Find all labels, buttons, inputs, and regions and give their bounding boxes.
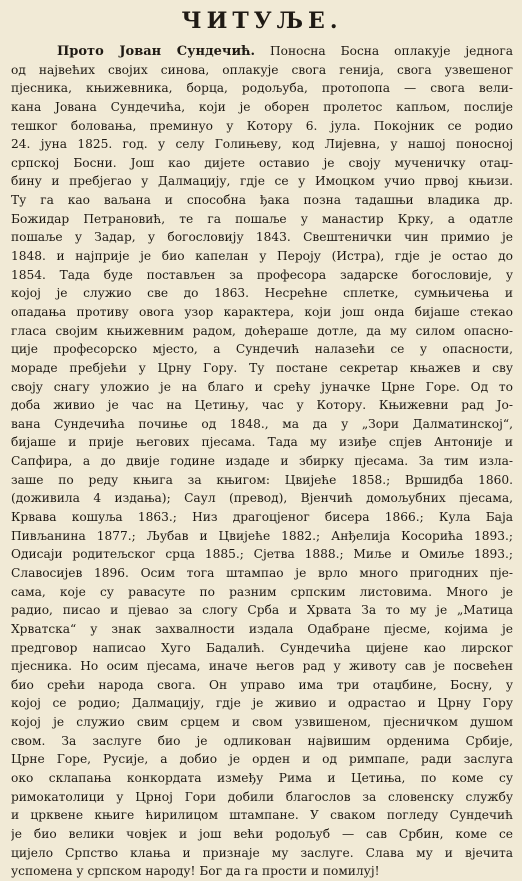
text-line-11: 1848. и најприје је био капелан у Перoју (Истра), гдје је остао до [11,249,513,264]
text-line-10: пошаље у Задар, у богословију 1843. Свештенички чин примио је [11,230,513,245]
text-line-29: сама, које су равасуте по разним српским листовима. Много је [11,584,513,599]
text-line-36: којој је служио свим срцем и свом узвишеном, пјесничком душом [11,715,513,730]
text-line-18: своју снагу уложио је на благо и срећу јуначке Црне Горе. Од то [11,379,513,394]
text-line-3: кана Јована Сундечића, који је оборен пролетос капљом, послије [11,99,513,114]
text-line-6: српској Босни. Још као дијете оставио је своју мученичку отаџ- [11,155,513,170]
text-line-25: Крвава кошуља 1863.; Низ драгоцјеног бисера 1866.; Кула Баја [11,510,513,525]
text-line-37: свом. За заслуге био је одликован највишим орденима Србије, [11,733,513,748]
text-line-44: успомена у српском народу! Бог да га прости и помилуј! [11,864,380,879]
text-line-2: пјесника, књижевника, борца, родољуба, протопопа — свога вели- [11,81,513,96]
text-line-32: предговор написао Хуго Бадалић. Сундечића цијене као лирског [11,640,513,655]
text-line-24: (доживила 4 издања); Саул (превод), Вјенчић домољубних пјесама, [11,491,513,506]
text-line-1: од највећих својих синова, оплакује свога генија, свога узвешеног [11,62,513,77]
text-line-39: око склапања конкордата између Рима и Цетиња, по коме су [11,770,513,785]
text-line-38: Црне Горе, Русије, а добио је орден и од римпапе, ради заслуга [11,752,513,767]
text-line-15: гласа својим књижевним радом, доћераше дотле, да му силом опасно- [11,323,513,338]
text-line-27: Одисаји родитељског срца 1885.; Сјетва 1888.; Миље и Омиље 1893.; [11,547,513,562]
text-line-12: 1854. Тада буде постављен за професора задарске богословије, у [11,267,513,282]
text-line-19: доба живио је час на Цетињу, час у Котору. Књижевни рад Јо- [11,398,513,413]
text-line-42: је био велики човјек и још већи родољуб — сав Србин, коме се [11,826,513,841]
text-line-31: Хрватска“ у знак захвалности издала Одабране пјесме, којима је [11,621,513,636]
text-line-9: Божидар Петрановић, те га пошаље у манастир Крку, а одатле [11,211,513,226]
text-line-14: опадања противу овога узор карактера, који још онда бијаше стекао [11,304,513,319]
text-line-33: пјесника. Но осим пјесама, иначе његов рад у животу сав је посвећен [11,659,513,674]
text-line-22: Сапфира, а до двије године издаде и збирку пјесама. За тим изла- [11,454,513,469]
text-line-20: вана Сундечића почиње од 1848., ма да у „Зори Далматинској“, [11,416,513,431]
text-line-40: римокатолици у Црној Гори добили благослов за словенску службу [11,789,513,804]
text-line-5: 24. јуна 1825. год. у селу Голињеву, код Лијевна, у нашој поносној [11,137,513,152]
text-line-41: и црквене књиге ћирилицом штампане. У сваком погледу Сундечић [11,808,513,823]
section-title: ЧИТУЉЕ. [181,8,343,34]
text-line-21: бијаше и прије његових пјесама. Тада му изиђе спјев Антоније и [11,435,513,450]
text-line-26: Пивљанина 1877.; Љубав и Цвијеће 1882.; Анђелија Косорића 1893.; [11,528,513,543]
text-line-28: Славосијев 1896. Осим тога штампао је врло много пригодних пје- [11,565,513,580]
text-line-17: мораде пребјећи у Црну Гору. Ту постане секретар књажев и сву [11,360,513,375]
text-line-34: био срећи народа свога. Он управо има три отаџбине, Босну, у [11,677,513,692]
text-line-4: тешког боловања, преминуо у Котору 6. јула. Покојник се родио [11,118,513,133]
text-line-8: Ту га као ваљана и способна ђака позна тадашњи владика др. [11,193,513,208]
lead-name: Прото Јован Сундечић. [57,44,256,59]
obituary-body [11,42,513,881]
text-line-0: Прото Јован Сундечић. Поносна Босна оплакује једнога [57,44,513,59]
text-line-7: бину и пребјегао у Далмацију, гдје се у Имоцком учио првој књизи. [11,174,513,189]
text-line-30: радио, писао и пјевао за слогу Срба и Хрвата За то му је „Матица [11,603,513,618]
text-line-13: којој је служио све до 1863. Несрећне сплетке, сумњичења и [11,286,513,301]
text-line-43: цијело Српство клања и признаје му заслуге. Слава му и вјечита [11,845,513,860]
text-line-35: којој се родио; Далмацију, гдје је живио и одрастао и Црну Гору [11,696,513,711]
text-line-16: ције професорско мјесто, а Сундечић налазећи се у опасности, [11,342,513,357]
text-line-23: заше по реду књига за књигом: Цвијеће 1858.; Вршидба 1860. [11,472,513,487]
